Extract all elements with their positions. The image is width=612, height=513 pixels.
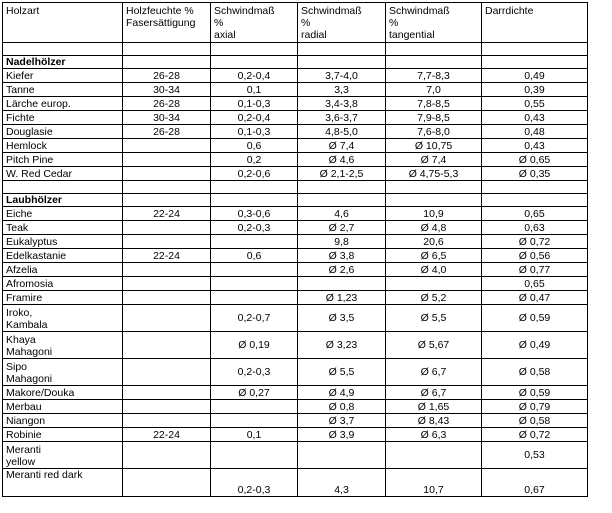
wood-name: Sipo Mahagoni bbox=[3, 359, 123, 386]
empty-cell bbox=[211, 194, 298, 207]
tangential-cell: 7,6-8,0 bbox=[386, 125, 482, 139]
wood-name: Douglasie bbox=[3, 125, 123, 139]
empty-cell bbox=[482, 43, 588, 56]
axial-cell: 0,2-0,7 bbox=[211, 305, 298, 332]
axial-cell: 0,1 bbox=[211, 428, 298, 442]
axial-cell: 0,6 bbox=[211, 249, 298, 263]
moisture-cell bbox=[123, 291, 211, 305]
density-cell: 0,63 bbox=[482, 221, 588, 235]
axial-cell: Ø 0,27 bbox=[211, 386, 298, 400]
header-tangential: Schwindmaß % tangential bbox=[386, 3, 482, 43]
table-row bbox=[3, 69, 588, 83]
table-row bbox=[3, 442, 588, 469]
moisture-cell bbox=[123, 400, 211, 414]
moisture-cell bbox=[123, 277, 211, 291]
moisture-cell: 22-24 bbox=[123, 207, 211, 221]
axial-cell: 0,3-0,6 bbox=[211, 207, 298, 221]
empty-cell bbox=[211, 56, 298, 69]
empty-cell bbox=[298, 181, 386, 194]
table-row bbox=[3, 400, 588, 414]
tangential-cell bbox=[386, 442, 482, 469]
table-row bbox=[3, 97, 588, 111]
radial-cell bbox=[298, 442, 386, 469]
wood-name: Meranti yellow bbox=[3, 442, 123, 469]
tangential-cell: Ø 6,5 bbox=[386, 249, 482, 263]
wood-name: Niangon bbox=[3, 414, 123, 428]
wood-name: Robinie bbox=[3, 428, 123, 442]
tangential-cell bbox=[386, 277, 482, 291]
axial-cell bbox=[211, 235, 298, 249]
table-row bbox=[3, 386, 588, 400]
empty-cell bbox=[123, 194, 211, 207]
table-row bbox=[3, 139, 588, 153]
radial-cell: Ø 3,9 bbox=[298, 428, 386, 442]
radial-cell: Ø 4,9 bbox=[298, 386, 386, 400]
empty-cell bbox=[123, 56, 211, 69]
table-row bbox=[3, 359, 588, 386]
moisture-cell: 22-24 bbox=[123, 428, 211, 442]
moisture-cell: 26-28 bbox=[123, 69, 211, 83]
table-row bbox=[3, 428, 588, 442]
density-cell: Ø 0,49 bbox=[482, 332, 588, 359]
header-holzfeuchte: Holzfeuchte % Fasersättigung bbox=[123, 3, 211, 43]
wood-name: W. Red Cedar bbox=[3, 167, 123, 181]
tangential-cell: 7,0 bbox=[386, 83, 482, 97]
axial-cell: 0,2-0,3 bbox=[211, 359, 298, 386]
axial-cell: 0,1 bbox=[211, 83, 298, 97]
wood-name: Eukalyptus bbox=[3, 235, 123, 249]
tangential-cell: Ø 5,5 bbox=[386, 305, 482, 332]
empty-cell bbox=[3, 181, 123, 194]
moisture-cell bbox=[123, 442, 211, 469]
header-row bbox=[3, 3, 588, 43]
table-row bbox=[3, 153, 588, 167]
tangential-cell: Ø 4,8 bbox=[386, 221, 482, 235]
tangential-cell: 10,7 bbox=[386, 469, 482, 497]
density-cell: Ø 0,47 bbox=[482, 291, 588, 305]
tangential-cell: Ø 4,75-5,3 bbox=[386, 167, 482, 181]
density-cell: 0,43 bbox=[482, 139, 588, 153]
density-cell: Ø 0,77 bbox=[482, 263, 588, 277]
moisture-cell bbox=[123, 414, 211, 428]
moisture-cell: 26-28 bbox=[123, 125, 211, 139]
axial-cell: Ø 0,19 bbox=[211, 332, 298, 359]
density-cell: Ø 0,72 bbox=[482, 428, 588, 442]
radial-cell: Ø 3,7 bbox=[298, 414, 386, 428]
table-row bbox=[3, 125, 588, 139]
axial-cell bbox=[211, 414, 298, 428]
wood-name: Teak bbox=[3, 221, 123, 235]
spacer-row bbox=[3, 181, 588, 194]
wood-name: Iroko, Kambala bbox=[3, 305, 123, 332]
tangential-cell: 10,9 bbox=[386, 207, 482, 221]
table-row bbox=[3, 291, 588, 305]
tangential-cell: Ø 6,7 bbox=[386, 386, 482, 400]
moisture-cell bbox=[123, 221, 211, 235]
density-cell: Ø 0,58 bbox=[482, 414, 588, 428]
spacer-row bbox=[3, 43, 588, 56]
density-cell: 0,49 bbox=[482, 69, 588, 83]
table-row bbox=[3, 207, 588, 221]
section-row-laub bbox=[3, 194, 588, 207]
density-cell: 0,53 bbox=[482, 442, 588, 469]
moisture-cell bbox=[123, 153, 211, 167]
wood-name: Eiche bbox=[3, 207, 123, 221]
table-row bbox=[3, 221, 588, 235]
tangential-cell: Ø 4,0 bbox=[386, 263, 482, 277]
table-row bbox=[3, 277, 588, 291]
header-axial: Schwindmaß % axial bbox=[211, 3, 298, 43]
moisture-cell: 22-24 bbox=[123, 249, 211, 263]
moisture-cell bbox=[123, 469, 211, 497]
density-cell: 0,65 bbox=[482, 207, 588, 221]
density-cell: Ø 0,59 bbox=[482, 386, 588, 400]
table-row bbox=[3, 263, 588, 277]
density-cell: Ø 0,72 bbox=[482, 235, 588, 249]
moisture-cell: 26-28 bbox=[123, 97, 211, 111]
axial-cell: 0,1-0,3 bbox=[211, 125, 298, 139]
wood-name: Edelkastanie bbox=[3, 249, 123, 263]
radial-cell: 9,8 bbox=[298, 235, 386, 249]
moisture-cell bbox=[123, 139, 211, 153]
moisture-cell bbox=[123, 305, 211, 332]
tangential-cell: Ø 8,43 bbox=[386, 414, 482, 428]
radial-cell: Ø 3,8 bbox=[298, 249, 386, 263]
wood-name: Hemlock bbox=[3, 139, 123, 153]
moisture-cell bbox=[123, 167, 211, 181]
density-cell: 0,39 bbox=[482, 83, 588, 97]
axial-cell bbox=[211, 400, 298, 414]
wood-name: Meranti red dark bbox=[3, 469, 123, 497]
wood-name: Khaya Mahagoni bbox=[3, 332, 123, 359]
moisture-cell bbox=[123, 332, 211, 359]
wood-name: Afromosia bbox=[3, 277, 123, 291]
table-row bbox=[3, 167, 588, 181]
density-cell: Ø 0,59 bbox=[482, 305, 588, 332]
section-title: Laubhölzer bbox=[3, 194, 123, 207]
tangential-cell: 7,7-8,3 bbox=[386, 69, 482, 83]
moisture-cell bbox=[123, 235, 211, 249]
wood-name: Pitch Pine bbox=[3, 153, 123, 167]
axial-cell bbox=[211, 263, 298, 277]
tangential-cell: 7,9-8,5 bbox=[386, 111, 482, 125]
density-cell: Ø 0,79 bbox=[482, 400, 588, 414]
empty-cell bbox=[298, 194, 386, 207]
moisture-cell bbox=[123, 386, 211, 400]
wood-name: Kiefer bbox=[3, 69, 123, 83]
wood-name: Framire bbox=[3, 291, 123, 305]
axial-cell: 0,2 bbox=[211, 153, 298, 167]
header-holzart: Holzart bbox=[3, 3, 123, 43]
axial-cell: 0,2-0,4 bbox=[211, 69, 298, 83]
radial-cell: Ø 4,6 bbox=[298, 153, 386, 167]
radial-cell: 4,6 bbox=[298, 207, 386, 221]
density-cell: Ø 0,65 bbox=[482, 153, 588, 167]
moisture-cell bbox=[123, 263, 211, 277]
empty-cell bbox=[482, 194, 588, 207]
empty-cell bbox=[123, 43, 211, 56]
radial-cell: Ø 5,5 bbox=[298, 359, 386, 386]
empty-cell bbox=[298, 43, 386, 56]
density-cell: 0,48 bbox=[482, 125, 588, 139]
wood-name: Fichte bbox=[3, 111, 123, 125]
axial-cell bbox=[211, 291, 298, 305]
axial-cell: 0,6 bbox=[211, 139, 298, 153]
axial-cell: 0,2-0,6 bbox=[211, 167, 298, 181]
density-cell: 0,43 bbox=[482, 111, 588, 125]
radial-cell: 3,4-3,8 bbox=[298, 97, 386, 111]
tangential-cell: Ø 10,75 bbox=[386, 139, 482, 153]
density-cell: Ø 0,58 bbox=[482, 359, 588, 386]
radial-cell: 3,6-3,7 bbox=[298, 111, 386, 125]
tangential-cell: 7,8-8,5 bbox=[386, 97, 482, 111]
radial-cell: 4,8-5,0 bbox=[298, 125, 386, 139]
density-cell: 0,65 bbox=[482, 277, 588, 291]
section-title: Nadelhölzer bbox=[3, 56, 123, 69]
radial-cell: Ø 7,4 bbox=[298, 139, 386, 153]
moisture-cell bbox=[123, 359, 211, 386]
wood-name: Makore/Douka bbox=[3, 386, 123, 400]
table-row bbox=[3, 332, 588, 359]
radial-cell: Ø 3,23 bbox=[298, 332, 386, 359]
table-row bbox=[3, 249, 588, 263]
empty-cell bbox=[386, 181, 482, 194]
axial-cell bbox=[211, 277, 298, 291]
table-row bbox=[3, 469, 588, 497]
radial-cell: Ø 2,6 bbox=[298, 263, 386, 277]
radial-cell: 4,3 bbox=[298, 469, 386, 497]
axial-cell: 0,2-0,3 bbox=[211, 469, 298, 497]
empty-cell bbox=[123, 181, 211, 194]
table-row bbox=[3, 111, 588, 125]
tangential-cell: Ø 5,2 bbox=[386, 291, 482, 305]
section-row-nadel bbox=[3, 56, 588, 69]
axial-cell bbox=[211, 442, 298, 469]
radial-cell bbox=[298, 277, 386, 291]
moisture-cell: 30-34 bbox=[123, 111, 211, 125]
empty-cell bbox=[482, 56, 588, 69]
density-cell: Ø 0,56 bbox=[482, 249, 588, 263]
wood-name: Lärche europ. bbox=[3, 97, 123, 111]
table-row bbox=[3, 414, 588, 428]
wood-name: Tanne bbox=[3, 83, 123, 97]
empty-cell bbox=[211, 181, 298, 194]
header-darrdichte: Darrdichte bbox=[482, 3, 588, 43]
radial-cell: Ø 0,8 bbox=[298, 400, 386, 414]
header-radial: Schwindmaß % radial bbox=[298, 3, 386, 43]
tangential-cell: Ø 7,4 bbox=[386, 153, 482, 167]
empty-cell bbox=[386, 56, 482, 69]
wood-name: Afzelia bbox=[3, 263, 123, 277]
axial-cell: 0,2-0,3 bbox=[211, 221, 298, 235]
tangential-cell: Ø 5,67 bbox=[386, 332, 482, 359]
empty-cell bbox=[298, 56, 386, 69]
wood-properties-table bbox=[2, 2, 588, 497]
radial-cell: Ø 3,5 bbox=[298, 305, 386, 332]
tangential-cell: 20,6 bbox=[386, 235, 482, 249]
density-cell: Ø 0,35 bbox=[482, 167, 588, 181]
axial-cell: 0,1-0,3 bbox=[211, 97, 298, 111]
empty-cell bbox=[482, 181, 588, 194]
density-cell: 0,67 bbox=[482, 469, 588, 497]
empty-cell bbox=[3, 43, 123, 56]
tangential-cell: Ø 6,3 bbox=[386, 428, 482, 442]
empty-cell bbox=[386, 43, 482, 56]
density-cell: 0,55 bbox=[482, 97, 588, 111]
empty-cell bbox=[211, 43, 298, 56]
empty-cell bbox=[386, 194, 482, 207]
wood-name: Merbau bbox=[3, 400, 123, 414]
radial-cell: Ø 2,1-2,5 bbox=[298, 167, 386, 181]
axial-cell: 0,2-0,4 bbox=[211, 111, 298, 125]
table-row bbox=[3, 235, 588, 249]
tangential-cell: Ø 6,7 bbox=[386, 359, 482, 386]
table-row bbox=[3, 305, 588, 332]
table-row bbox=[3, 83, 588, 97]
tangential-cell: Ø 1,65 bbox=[386, 400, 482, 414]
radial-cell: Ø 1,23 bbox=[298, 291, 386, 305]
radial-cell: 3,7-4,0 bbox=[298, 69, 386, 83]
radial-cell: 3,3 bbox=[298, 83, 386, 97]
moisture-cell: 30-34 bbox=[123, 83, 211, 97]
radial-cell: Ø 2,7 bbox=[298, 221, 386, 235]
